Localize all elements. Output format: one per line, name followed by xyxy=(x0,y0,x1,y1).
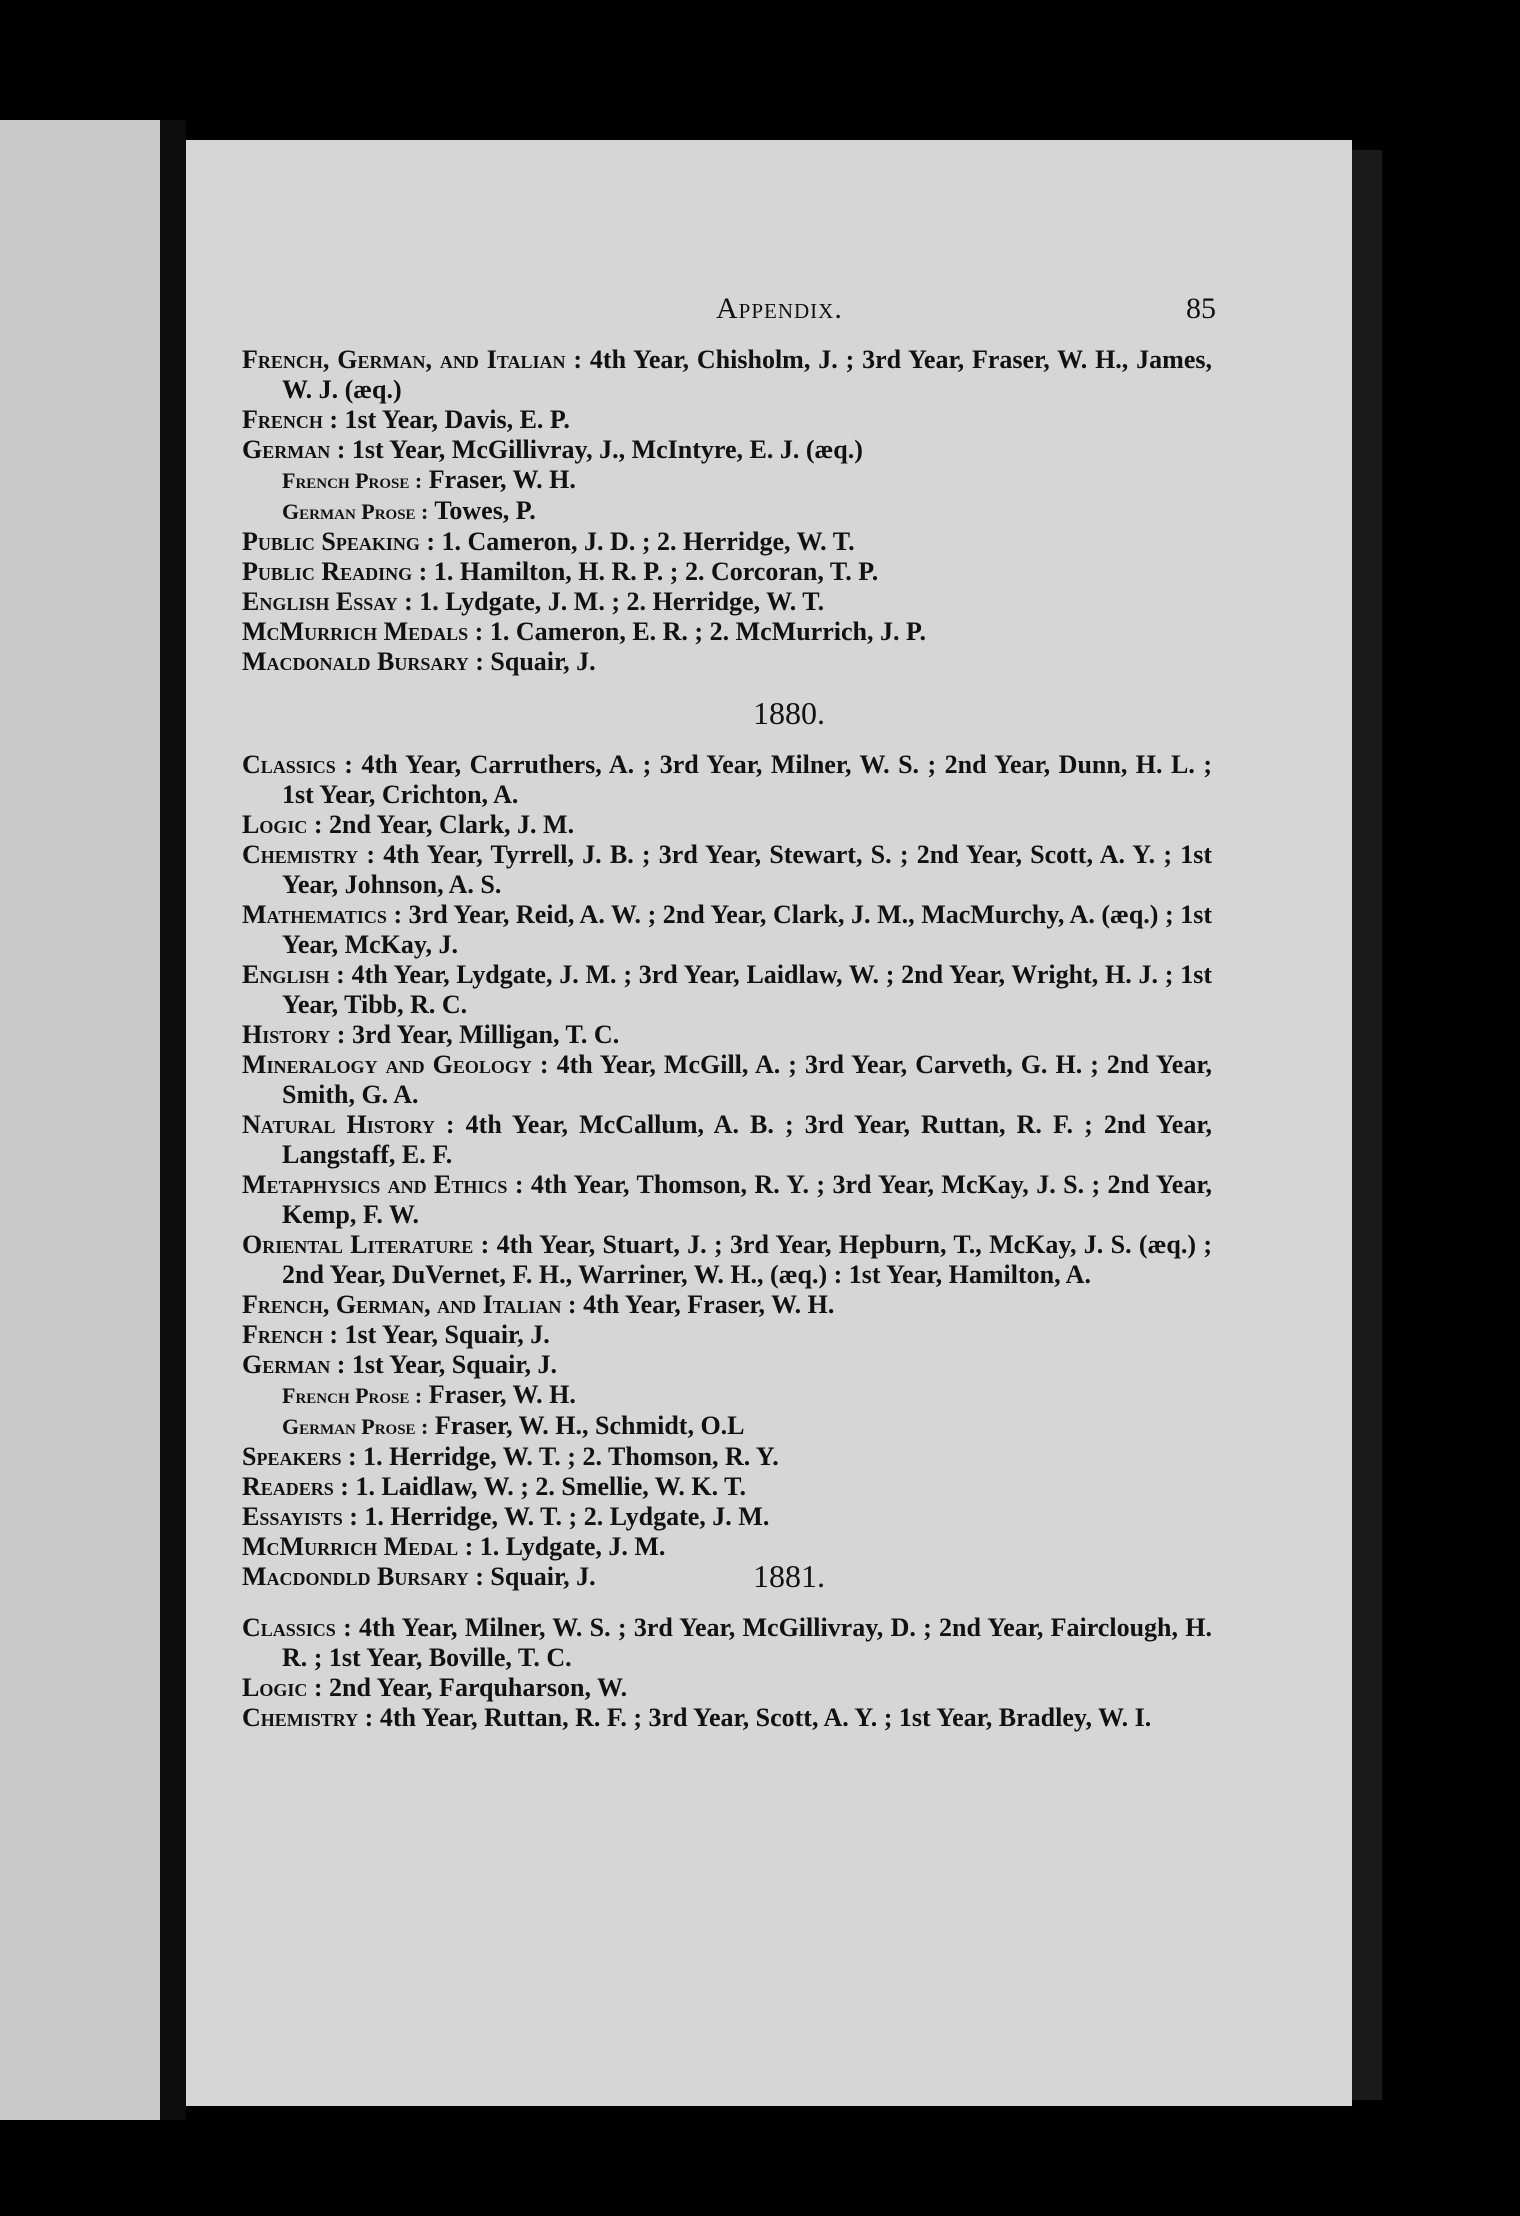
entry-text: 4th Year, Stuart, J. ; 3rd Year, Hepburn, T., McKay, J. S. (æq.) ; 2nd Year, DuVernet, F. H., Warriner, W. H., (æq.) : 1st Year, Hamilton, A. xyxy=(282,1230,1212,1289)
entry-subject: French Prose : xyxy=(282,1383,423,1408)
page-edge-shadow xyxy=(1352,150,1382,2100)
entry xyxy=(186,617,1212,647)
entry xyxy=(186,1320,1212,1350)
entry-text: 1st Year, Squair, J. xyxy=(344,1320,550,1349)
entry-subject: Mineralogy and Geology : xyxy=(242,1050,549,1079)
entry-text: 2nd Year, Clark, J. M. xyxy=(329,810,575,839)
entry-subject: Chemistry : xyxy=(242,1703,374,1732)
entry-text: Fraser, W. H., Schmidt, O.L xyxy=(434,1411,745,1440)
running-head xyxy=(186,292,1352,332)
section-continued xyxy=(186,345,1352,677)
entry xyxy=(186,1020,1212,1050)
entry-subject: Logic : xyxy=(242,810,323,839)
running-title: Appendix. xyxy=(716,292,843,325)
entry-subject: Public Reading : xyxy=(242,557,428,586)
section-1881 xyxy=(186,1558,1352,1733)
entry xyxy=(186,1350,1212,1380)
entry-text: 1. Cameron, E. R. ; 2. McMurrich, J. P. xyxy=(489,617,926,646)
entry xyxy=(186,587,1212,617)
entry xyxy=(186,557,1212,587)
entry-subject: English Essay : xyxy=(242,587,413,616)
entry xyxy=(186,405,1212,435)
entry-subject: Speakers : xyxy=(242,1442,357,1471)
entry-subject: Classics : xyxy=(242,750,353,779)
entry xyxy=(186,1613,1212,1673)
entry xyxy=(186,900,1212,960)
section-1880 xyxy=(186,695,1352,1592)
entry xyxy=(186,527,1212,557)
entry xyxy=(186,1673,1212,1703)
year-heading: 1881. xyxy=(753,1558,825,1594)
entry xyxy=(186,1050,1212,1110)
entry-text: 4th Year, Tyrrell, J. B. ; 3rd Year, Stewart, S. ; 2nd Year, Scott, A. Y. ; 1st Year, Johnson, A. S. xyxy=(282,840,1213,899)
entry-text: 1. Lydgate, J. M. ; 2. Herridge, W. T. xyxy=(419,587,825,616)
entry xyxy=(186,810,1212,840)
entry xyxy=(186,1442,1212,1472)
entry-text: 1st Year, McGillivray, J., McIntyre, E. J. (æq.) xyxy=(351,435,863,464)
entry xyxy=(186,960,1212,1020)
entry-text: 4th Year, Chisholm, J. ; 3rd Year, Fraser, W. H., James, W. J. (æq.) xyxy=(282,345,1212,404)
book-page xyxy=(186,140,1352,2106)
entry xyxy=(186,1230,1212,1290)
entry xyxy=(186,750,1212,810)
page-number: 85 xyxy=(1186,292,1216,325)
entry-subject: McMurrich Medal : xyxy=(242,1532,474,1561)
entry-text: Fraser, W. H. xyxy=(428,465,576,494)
entry xyxy=(186,1703,1212,1733)
entry-subject: French Prose : xyxy=(282,468,423,493)
entry xyxy=(186,496,1212,527)
entry xyxy=(186,345,1212,405)
entry-subject: Macdondld Bursary : xyxy=(242,1562,484,1591)
entry xyxy=(186,1110,1212,1170)
entry-text: 4th Year, Lydgate, J. M. ; 3rd Year, Laidlaw, W. ; 2nd Year, Wright, H. J. ; 1st Year, Tibb, R. C. xyxy=(282,960,1212,1019)
facing-page-edge xyxy=(0,120,160,2120)
entry-subject: French, German, and Italian : xyxy=(242,345,583,374)
entry-text: 1. Herridge, W. T. ; 2. Lydgate, J. M. xyxy=(364,1502,770,1531)
entry-subject: Essayists : xyxy=(242,1502,358,1531)
entry-text: 1. Laidlaw, W. ; 2. Smellie, W. K. T. xyxy=(355,1472,747,1501)
entry xyxy=(186,1472,1212,1502)
entry-text: 3rd Year, Reid, A. W. ; 2nd Year, Clark, J. M., MacMurchy, A. (æq.) ; 1st Year, McKay, J. xyxy=(282,900,1212,959)
entry-text: 4th Year, Thomson, R. Y. ; 3rd Year, McKay, J. S. ; 2nd Year, Kemp, F. W. xyxy=(282,1170,1212,1229)
entry xyxy=(186,465,1212,496)
entry-text: Towes, P. xyxy=(434,496,536,525)
entry-subject: Readers : xyxy=(242,1472,349,1501)
entry-subject: Public Speaking : xyxy=(242,527,436,556)
entry-subject: Chemistry : xyxy=(242,840,376,869)
entry-subject: German Prose : xyxy=(282,1414,429,1439)
entry-subject: Macdonald Bursary : xyxy=(242,647,484,676)
entry xyxy=(186,1170,1212,1230)
entry-subject: McMurrich Medals : xyxy=(242,617,484,646)
entry xyxy=(186,840,1212,900)
entry-text: 4th Year, Fraser, W. H. xyxy=(583,1290,835,1319)
entry-text: Squair, J. xyxy=(490,1562,596,1591)
entry-text: 4th Year, Milner, W. S. ; 3rd Year, McGillivray, D. ; 2nd Year, Fairclough, H. R. ; 1st Year, Boville, T. C. xyxy=(282,1613,1212,1672)
entry-text: Fraser, W. H. xyxy=(428,1380,576,1409)
entry-subject: German : xyxy=(242,435,346,464)
entry-subject: Natural History : xyxy=(242,1110,455,1139)
entry-subject: Metaphysics and Ethics : xyxy=(242,1170,524,1199)
entry xyxy=(186,1502,1212,1532)
entry-subject: Oriental Literature : xyxy=(242,1230,490,1259)
entry-text: 4th Year, McGill, A. ; 3rd Year, Carveth, G. H. ; 2nd Year, Smith, G. A. xyxy=(282,1050,1213,1109)
entry-subject: Logic : xyxy=(242,1673,323,1702)
entry-text: 1. Herridge, W. T. ; 2. Thomson, R. Y. xyxy=(363,1442,779,1471)
entry-text: 1st Year, Davis, E. P. xyxy=(344,405,570,434)
entry-subject: History : xyxy=(242,1020,346,1049)
entry xyxy=(186,647,1212,677)
entry-text: 1st Year, Squair, J. xyxy=(351,1350,558,1379)
entry xyxy=(186,1290,1212,1320)
entry-subject: French, German, and Italian : xyxy=(242,1290,577,1319)
entry-subject: French : xyxy=(242,1320,339,1349)
entry-subject: English : xyxy=(242,960,345,989)
entry-subject: Classics : xyxy=(242,1613,352,1642)
entry-text: 1. Lydgate, J. M. xyxy=(479,1532,666,1561)
year-heading: 1880. xyxy=(753,695,825,731)
entry-subject: German Prose : xyxy=(282,499,429,524)
book-gutter xyxy=(160,120,186,2120)
entry-text: 4th Year, Carruthers, A. ; 3rd Year, Milner, W. S. ; 2nd Year, Dunn, H. L. ; 1st Year, Crichton, A. xyxy=(282,750,1212,809)
entry-text: 1. Hamilton, H. R. P. ; 2. Corcoran, T. P. xyxy=(433,557,879,586)
entry xyxy=(186,1380,1212,1411)
entry-text: Squair, J. xyxy=(490,647,596,676)
entry-text: 3rd Year, Milligan, T. C. xyxy=(351,1020,620,1049)
entry-subject: German : xyxy=(242,1350,346,1379)
entry-text: 4th Year, McCallum, A. B. ; 3rd Year, Ruttan, R. F. ; 2nd Year, Langstaff, E. F. xyxy=(282,1110,1212,1169)
entry-text: 1. Cameron, J. D. ; 2. Herridge, W. T. xyxy=(441,527,855,556)
entry xyxy=(186,1411,1212,1442)
entry xyxy=(186,435,1212,465)
entry-subject: French : xyxy=(242,405,339,434)
entry-text: 4th Year, Ruttan, R. F. ; 3rd Year, Scott, A. Y. ; 1st Year, Bradley, W. I. xyxy=(379,1703,1152,1732)
entry-text: 2nd Year, Farquharson, W. xyxy=(329,1673,628,1702)
entry-subject: Mathematics : xyxy=(242,900,403,929)
